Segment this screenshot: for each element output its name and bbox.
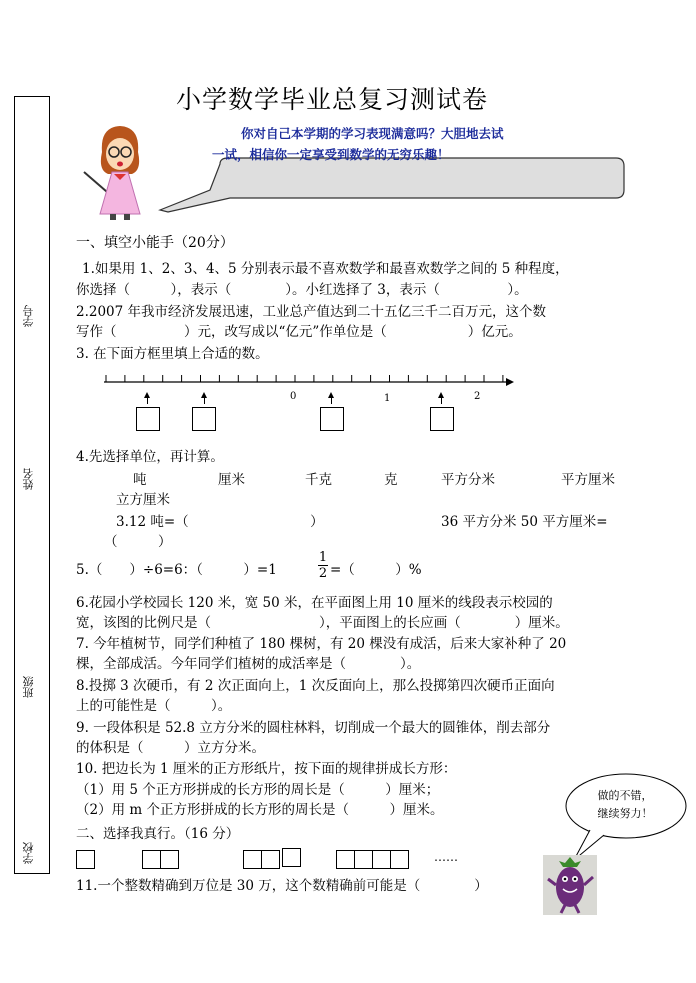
question-10-line-1: 10. 把边长为 1 厘米的正方形纸片，按下面的规律拼成长方形： [76, 761, 457, 777]
teacher-illustration [80, 122, 160, 222]
answer-box[interactable] [430, 407, 454, 431]
number-line [100, 370, 520, 390]
page-title: 小学数学毕业总复习测试卷 [176, 85, 489, 114]
unit-option: 克 [384, 472, 398, 488]
answer-box[interactable] [320, 407, 344, 431]
question-2-line-1: 2.2007 年我市经济发展迅速，工业总产值达到二十五亿三千二百万元，这个数 [76, 304, 547, 320]
unit-option: 平方分米 [441, 472, 495, 488]
question-6-line-1: 6.花园小学校园长 120 米，宽 50 米，在平面图上用 10 厘米的线段表示校园的 [76, 595, 553, 611]
question-4-text: 4.先选择单位，再计算。 [76, 449, 224, 465]
unit-option: 厘米 [218, 472, 245, 488]
question-4-calc-1: 3.12 吨=（ ） [116, 514, 324, 530]
question-11-text: 11.一个整数精确到万位是 30 万，这个数精确前可能是（ ） [76, 878, 488, 894]
student-name-label: 姓名 [22, 468, 35, 490]
unit-option: 千克 [305, 472, 332, 488]
question-4-calc-2: 36 平方分米 50 平方厘米= [441, 514, 608, 530]
number-line-label-0: 0 [290, 391, 297, 402]
bubble-text-line-2: 继续努力！ [597, 807, 653, 820]
section-2-heading: 二、选择我真行。（16 分） [76, 826, 240, 842]
question-2-line-2: 写作（ ）元，改写成以“亿元”作单位是（ ）亿元。 [76, 324, 522, 340]
question-1-line-2: 你选择（ ），表示（ ）。小红选择了 3，表示（ ）。 [76, 282, 528, 298]
unit-option: 立方厘米 [116, 492, 170, 508]
school-label: 学校 [22, 842, 35, 864]
question-9-line-2: 的体积是（ ）立方分米。 [76, 740, 265, 756]
question-3-text: 3. 在下面方框里填上合适的数。 [76, 346, 269, 362]
question-7-line-2: 棵，全部成活。今年同学们植树的成活率是（ ）。 [76, 656, 421, 672]
number-line-label-1: 1 [384, 393, 391, 404]
unit-option: 吨 [133, 472, 147, 488]
number-line-label-2: 2 [474, 391, 481, 402]
question-5-fraction [318, 550, 328, 581]
unit-option: 平方厘米 [561, 472, 615, 488]
question-1-line-1: 1.如果用 1、2、3、4、5 分别表示最不喜欢数学和最喜欢数学之间的 5 种程度， [82, 261, 569, 277]
question-8-line-1: 8.投掷 3 次硬币，有 2 次正面向上，1 次反面向上，那么投掷第四次硬币正面向 [76, 678, 555, 694]
question-10-line-3: （2）用 m 个正方形拼成的长方形的周长是（ ）厘米。 [76, 802, 444, 818]
question-5-part-2: =（ ）% [330, 562, 422, 578]
eggplant-mascot [543, 855, 597, 915]
question-7-line-1: 7. 今年植树节，同学们种植了 180 棵树，有 20 棵没有成活，后来大家补种了 20 [76, 636, 567, 652]
student-id-label: 学号 [22, 305, 35, 327]
question-8-line-2: 上的可能性是（ ）。 [76, 698, 232, 714]
question-4-calc-2-answer: （ ） [104, 534, 172, 550]
question-6-line-2: 宽，该图的比例尺是（ ），平面图上的长应画（ ）厘米。 [76, 615, 569, 631]
fraction-numerator: 1 [318, 550, 328, 565]
fraction-denominator: 2 [318, 566, 328, 581]
answer-box[interactable] [192, 407, 216, 431]
answer-box[interactable] [136, 407, 160, 431]
motto-line-2: 一试，相信你一定享受到数学的无穷乐趣！ [212, 147, 450, 162]
question-10-line-2: （1）用 5 个正方形拼成的长方形的周长是（ ）厘米； [76, 782, 440, 798]
class-label: 班级 [22, 676, 35, 698]
question-9-line-1: 9. 一段体积是 52.8 立方分米的圆柱林料，切削成一个最大的圆锥体，削去部分 [76, 720, 551, 736]
motto-line-1: 你对自己本学期的学习表现满意吗？大胆地去试 [241, 126, 504, 141]
question-5-part-1: 5.（ ）÷6=6：（ ）=1 [76, 562, 277, 578]
pattern-ellipsis: …… [434, 850, 458, 864]
bubble-text-line-1: 做的不错， [597, 789, 653, 802]
section-1-heading: 一、填空小能手（20分） [76, 235, 234, 251]
